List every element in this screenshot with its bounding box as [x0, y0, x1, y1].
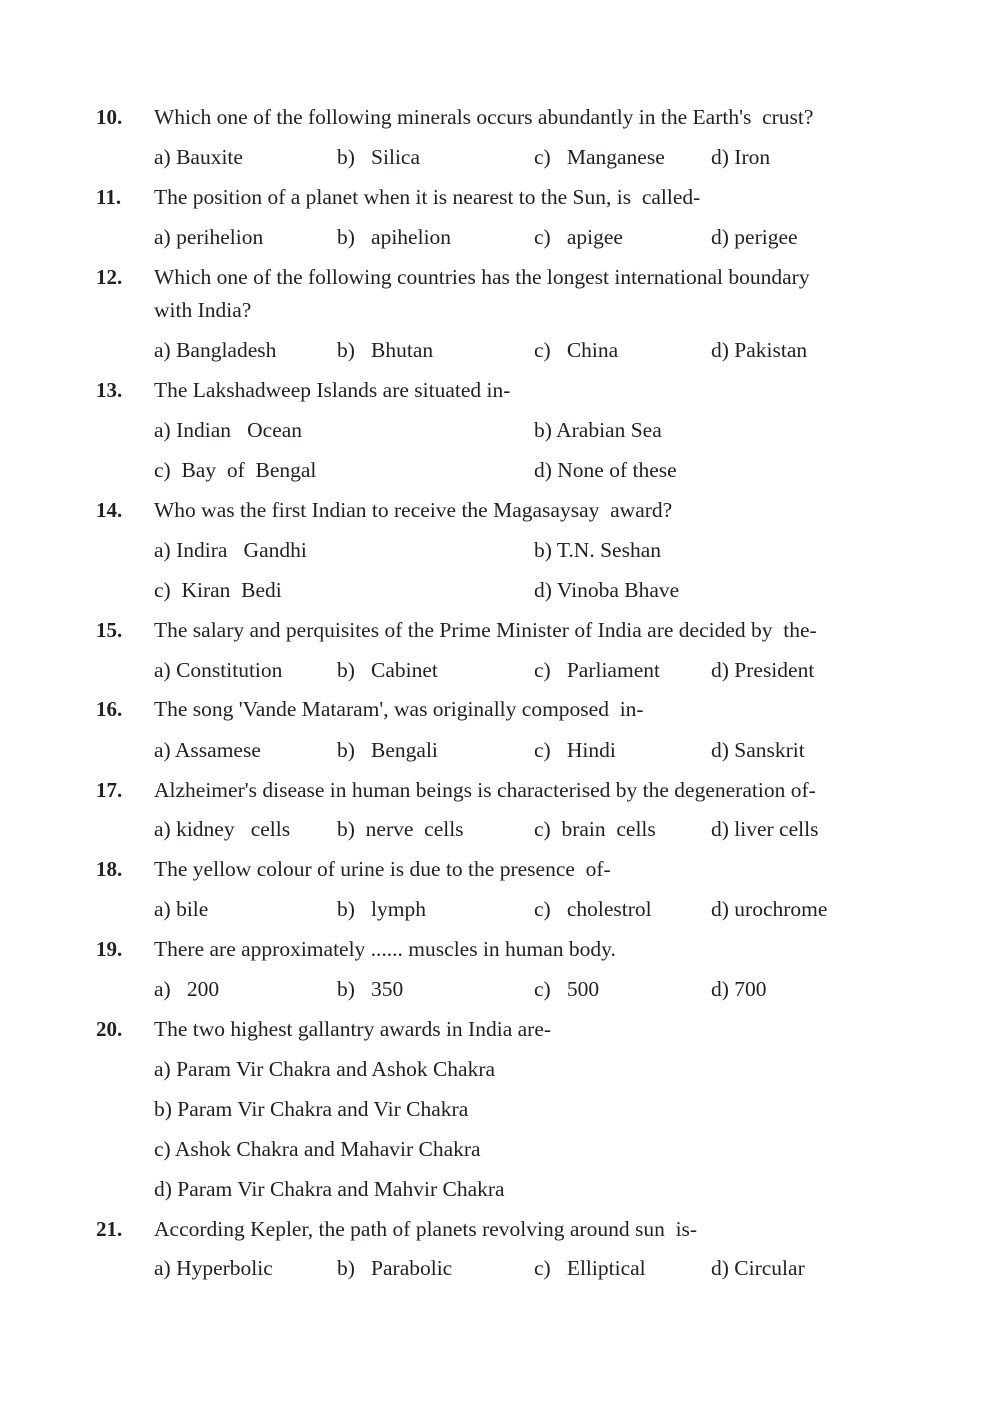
question-number: 13.	[96, 378, 123, 402]
question-text: There are approximately ...... muscles in human body.	[154, 937, 616, 961]
option-c: c) China	[534, 338, 619, 362]
option-b: b) lymph	[337, 897, 426, 921]
option-c: c) Parliament	[534, 658, 660, 682]
option-d: d) urochrome	[711, 897, 828, 921]
option-d: d) Sanskrit	[711, 738, 805, 762]
question-text: The two highest gallantry awards in India are-	[154, 1017, 552, 1041]
question-text: The Lakshadweep Islands are situated in-	[154, 378, 511, 402]
option-c: c) brain cells	[534, 817, 656, 841]
option-c: c) Hindi	[534, 738, 616, 762]
option-a: a) Indira Gandhi	[154, 538, 307, 562]
option-a: a) perihelion	[154, 225, 264, 249]
question-text: The song 'Vande Mataram', was originally composed in-	[154, 697, 644, 721]
option-a: a) 200	[154, 977, 220, 1001]
option-b: b) Bhutan	[337, 338, 434, 362]
question-number: 11.	[96, 185, 122, 209]
question-text: The position of a planet when it is nearest to the Sun, is called-	[154, 185, 701, 209]
question-number: 10.	[96, 105, 123, 129]
option-d: d) Circular	[711, 1256, 805, 1280]
option-c: c) 500	[534, 977, 600, 1001]
option-d: d) Param Vir Chakra and Mahvir Chakra	[154, 1177, 505, 1201]
option-d: d) Pakistan	[711, 338, 808, 362]
question-text: Who was the first Indian to receive the Magasaysay award?	[154, 498, 673, 522]
option-d: d) Iron	[711, 145, 771, 169]
option-a: a) Hyperbolic	[154, 1256, 273, 1280]
option-b: b) 350	[337, 977, 404, 1001]
question-text-continued: with India?	[154, 298, 252, 322]
question-number: 12.	[96, 265, 123, 289]
question-text: Which one of the following minerals occurs abundantly in the Earth's crust?	[154, 105, 814, 129]
option-b: b) Param Vir Chakra and Vir Chakra	[154, 1097, 469, 1121]
option-b: b) Silica	[337, 145, 420, 169]
option-b: b) nerve cells	[337, 817, 464, 841]
option-a: a) Bangladesh	[154, 338, 277, 362]
option-c: c) Ashok Chakra and Mahavir Chakra	[154, 1137, 481, 1161]
question-number: 19.	[96, 937, 123, 961]
question-number: 18.	[96, 857, 123, 881]
option-a: a) Indian Ocean	[154, 418, 303, 442]
option-b: b) apihelion	[337, 225, 452, 249]
option-a: a) Assamese	[154, 738, 261, 762]
question-text: Alzheimer's disease in human beings is characterised by the degeneration of-	[154, 778, 816, 802]
option-d: d) perigee	[711, 225, 798, 249]
question-number: 16.	[96, 697, 123, 721]
option-a: a) bile	[154, 897, 209, 921]
option-b: b) Cabinet	[337, 658, 438, 682]
question-text: According Kepler, the path of planets revolving around sun is-	[154, 1217, 698, 1241]
option-a: a) Bauxite	[154, 145, 243, 169]
question-text: Which one of the following countries has the longest international boundary	[154, 265, 810, 289]
question-number: 14.	[96, 498, 123, 522]
option-c: c) Kiran Bedi	[154, 578, 282, 602]
question-number: 17.	[96, 778, 123, 802]
option-d: d) Vinoba Bhave	[534, 578, 680, 602]
option-c: c) Manganese	[534, 145, 665, 169]
option-c: c) cholestrol	[534, 897, 652, 921]
question-text: The yellow colour of urine is due to the presence of-	[154, 857, 611, 881]
option-a: a) Param Vir Chakra and Ashok Chakra	[154, 1057, 496, 1081]
option-d: d) liver cells	[711, 817, 819, 841]
option-a: a) Constitution	[154, 658, 283, 682]
option-a: a) kidney cells	[154, 817, 291, 841]
question-number: 15.	[96, 618, 123, 642]
option-c: c) Elliptical	[534, 1256, 646, 1280]
question-number: 20.	[96, 1017, 123, 1041]
option-c: c) apigee	[534, 225, 623, 249]
option-c: c) Bay of Bengal	[154, 458, 317, 482]
option-b: b) Arabian Sea	[534, 418, 662, 442]
question-text: The salary and perquisites of the Prime Minister of India are decided by the-	[154, 618, 817, 642]
option-d: d) None of these	[534, 458, 677, 482]
option-b: b) Bengali	[337, 738, 438, 762]
option-d: d) President	[711, 658, 815, 682]
option-b: b) T.N. Seshan	[534, 538, 661, 562]
option-b: b) Parabolic	[337, 1256, 453, 1280]
question-number: 21.	[96, 1217, 123, 1241]
option-d: d) 700	[711, 977, 767, 1001]
